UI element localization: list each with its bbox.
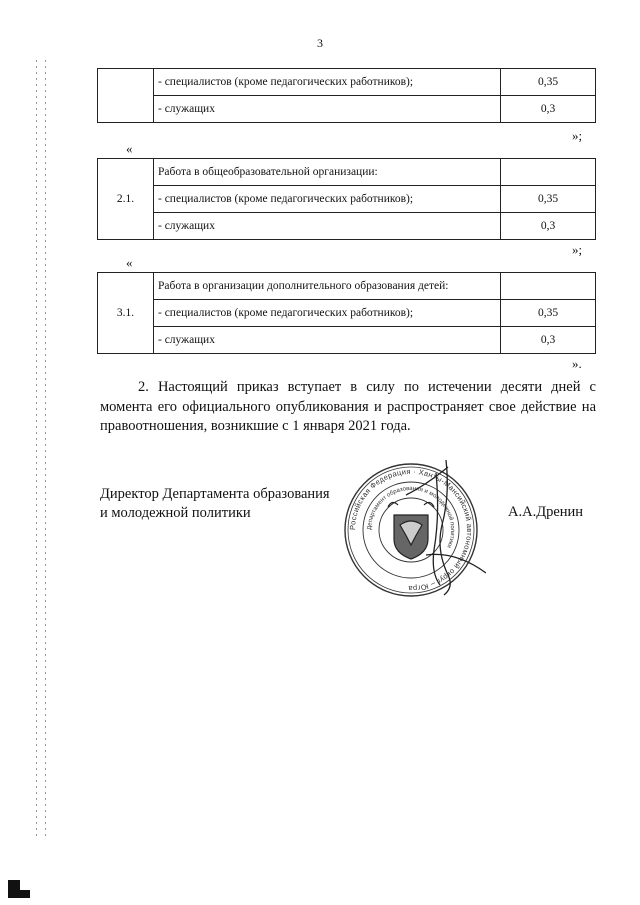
row-value: 0,3: [501, 327, 596, 354]
row-number: [98, 69, 154, 123]
table-row: [98, 96, 596, 123]
coefficient-table-1: [97, 68, 596, 123]
opening-quote-3: «: [126, 255, 133, 270]
signatory-title: [100, 485, 330, 523]
row-value: 0,3: [501, 96, 596, 123]
signatory-name: А.А.Дренин: [508, 504, 584, 520]
coefficient-table-3: [97, 272, 596, 354]
left-margin-line-2: [45, 60, 46, 840]
row-text: - служащих: [154, 327, 501, 354]
closing-quote-2: »;: [572, 242, 583, 257]
row-value: 0,35: [501, 300, 596, 327]
page-number: 3: [317, 36, 323, 50]
seal-outer-text: Российская Федерация · Ханты-Мансийский автономный округ – Югра: [347, 466, 475, 594]
row-value: 0,35: [501, 69, 596, 96]
table-row: [98, 159, 596, 186]
row-value: [501, 159, 596, 186]
row-text: - служащих: [154, 96, 501, 123]
signatory-title-line-2: и молодежной политики: [100, 505, 251, 521]
closing-quote-3: ».: [572, 356, 582, 371]
coat-of-arms-icon: [388, 502, 434, 559]
row-text: - специалистов (кроме педагогических работников);: [154, 69, 501, 96]
left-margin-line-1: [36, 60, 37, 840]
row-text: - служащих: [154, 213, 501, 240]
row-number: 3.1.: [98, 273, 154, 354]
official-seal-icon: [336, 455, 486, 605]
table-row: [98, 327, 596, 354]
row-text: - специалистов (кроме педагогических работников);: [154, 186, 501, 213]
row-value: [501, 273, 596, 300]
table-row: [98, 273, 596, 300]
row-text: - специалистов (кроме педагогических работников);: [154, 300, 501, 327]
coefficient-table-2: [97, 158, 596, 240]
row-text: Работа в общеобразовательной организации:: [154, 159, 501, 186]
row-value: 0,3: [501, 213, 596, 240]
seal-inner-text: Департамент образования и молодежной политики: [366, 485, 456, 549]
table-row: [98, 213, 596, 240]
signatory-title-line-1: Директор Департамента образования: [100, 486, 330, 502]
scan-artifact: [20, 890, 30, 898]
table-row: [98, 300, 596, 327]
table-row: [98, 186, 596, 213]
opening-quote-2: «: [126, 141, 133, 156]
row-value: 0,35: [501, 186, 596, 213]
table-row: [98, 69, 596, 96]
row-text: Работа в организации дополнительного образования детей:: [154, 273, 501, 300]
row-number: 2.1.: [98, 159, 154, 240]
closing-quote-1: »;: [572, 128, 583, 143]
scan-artifact: [8, 880, 20, 898]
order-paragraph: 2. Настоящий приказ вступает в силу по истечении десяти дней с момента его официального опубликования и распространяет свое действие на правоотношения, возникшие с 1 января 2021 года.: [100, 379, 596, 434]
